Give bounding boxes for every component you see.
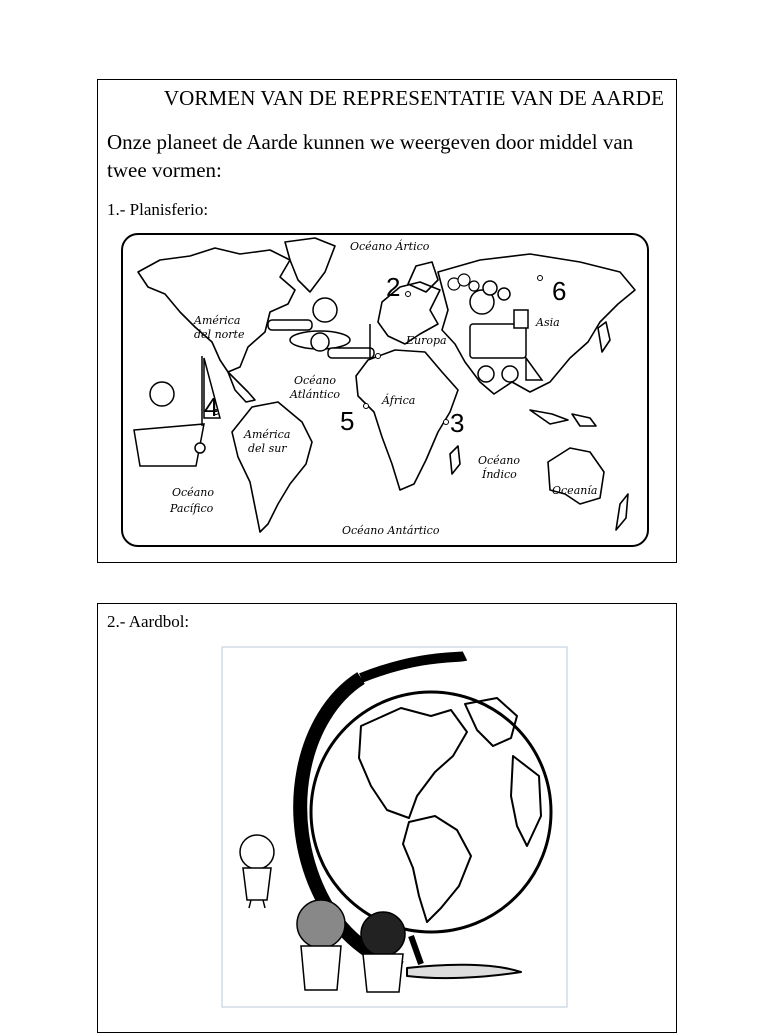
map-number-3: 3 [450, 408, 465, 438]
label-atlantic-2: Atlántico [290, 388, 341, 401]
map-number-4: 4 [204, 392, 219, 422]
label-north-america-2: del norte [194, 328, 245, 341]
section-heading-aardbol: 2.- Aardbol: [107, 612, 190, 631]
label-asia: Asia [536, 316, 560, 329]
map-number-5: 5 [340, 406, 355, 436]
label-south-america-2: del sur [248, 442, 287, 455]
map-number-6: 6 [552, 276, 567, 306]
map-number-2: 2 [386, 272, 401, 302]
section-heading-planisferio: 1.- Planisferio: [107, 200, 209, 219]
label-south-america-1: América [244, 428, 291, 441]
label-oceania: Oceanía [552, 484, 598, 497]
intro-paragraph: Onze planeet de Aarde kunnen we weergeven door middel van twee vormen: [107, 130, 634, 182]
label-north-america-1: América [194, 314, 241, 327]
label-pacific-1: Océano [172, 486, 214, 499]
planisphere-section [97, 79, 677, 563]
label-atlantic-1: Océano [294, 374, 336, 387]
label-africa: África [382, 394, 416, 407]
label-indian-ocean-2: Índico [482, 468, 517, 481]
label-antarctic-ocean: Océano Antártico [342, 524, 440, 537]
label-arctic-ocean: Océano Ártico [350, 240, 430, 253]
label-pacific-2: Pacífico [170, 502, 214, 515]
globe-illustration [221, 646, 568, 1008]
label-indian-ocean-1: Océano [478, 454, 520, 467]
world-map-illustration [120, 232, 650, 548]
label-europe: Europa [406, 334, 447, 347]
document-title: VORMEN VAN DE REPRESENTATIE VAN DE AARDE [163, 86, 664, 110]
globe-section [97, 603, 677, 1033]
